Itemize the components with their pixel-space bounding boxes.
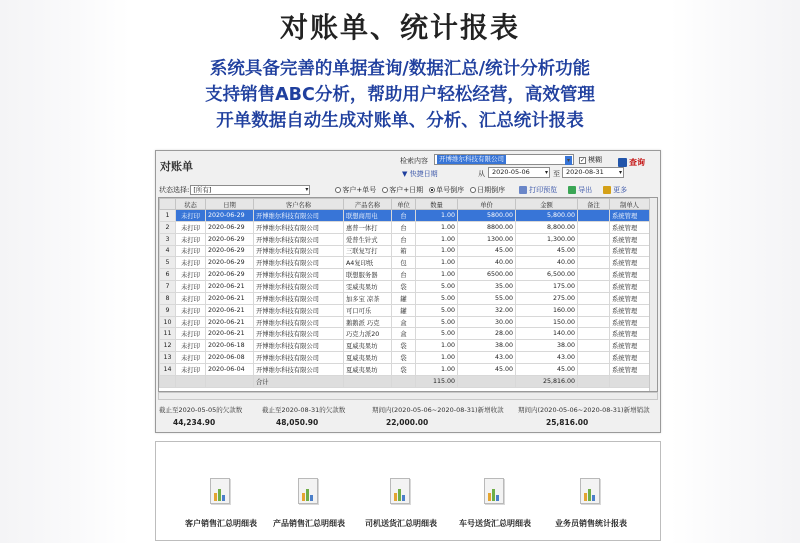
table-cell: 开博维尔科技有限公司 <box>254 340 344 352</box>
table-cell: 鹅鹅派 巧克 <box>344 316 392 328</box>
table-cell: 爱普生针式 <box>344 233 392 245</box>
table-cell: 1.00 <box>416 363 458 375</box>
data-table <box>159 198 650 388</box>
table-cell: 1300.00 <box>458 233 516 245</box>
window-title: 对账单 <box>160 160 193 173</box>
table-row[interactable] <box>160 340 650 352</box>
statement-table <box>158 197 658 392</box>
table-cell: 32.00 <box>458 304 516 316</box>
table-row[interactable] <box>160 269 650 281</box>
table-cell <box>578 221 610 233</box>
table-cell: 系统管理 <box>610 233 650 245</box>
table-cell: 开博维尔科技有限公司 <box>254 328 344 340</box>
table-row[interactable] <box>160 210 650 222</box>
table-cell: 开博维尔科技有限公司 <box>254 257 344 269</box>
summary-bar <box>156 403 660 433</box>
table-cell: 未打印 <box>176 245 206 257</box>
table-row[interactable] <box>160 245 650 257</box>
table-cell: 1.00 <box>416 210 458 222</box>
table-cell: 45.00 <box>516 363 578 375</box>
table-cell <box>578 340 610 352</box>
summary-label: 期间内(2020-05-06~2020-08-31)新增销款 <box>518 406 650 414</box>
table-cell: 150.00 <box>516 316 578 328</box>
column-header[interactable]: 金额 <box>516 199 578 210</box>
column-header[interactable] <box>160 199 176 210</box>
table-cell: 160.00 <box>516 304 578 316</box>
search-value: 开博维尔科技有限公司 <box>439 155 504 163</box>
table-body <box>160 210 650 388</box>
summary-label: 截止至2020-05-05的欠款数 <box>159 406 243 414</box>
total-cell <box>578 375 610 387</box>
table-cell: 5.00 <box>416 316 458 328</box>
table-cell <box>578 245 610 257</box>
table-cell: 未打印 <box>176 221 206 233</box>
table-cell: 275.00 <box>516 292 578 304</box>
table-row[interactable] <box>160 304 650 316</box>
table-cell: 55.00 <box>458 292 516 304</box>
table-cell: 系统管理 <box>610 281 650 293</box>
total-cell <box>344 375 392 387</box>
column-header[interactable]: 备注 <box>578 199 610 210</box>
table-row[interactable] <box>160 221 650 233</box>
table-cell: 袋 <box>392 352 416 364</box>
table-cell: 2020-06-29 <box>206 257 254 269</box>
date-to-value: 2020-08-31 <box>566 168 604 176</box>
statement-window <box>155 150 661 433</box>
table-cell: 1.00 <box>416 233 458 245</box>
table-cell: 43.00 <box>516 352 578 364</box>
table-header <box>160 199 650 210</box>
table-cell: 箱 <box>392 245 416 257</box>
sort-radio-group <box>335 185 505 195</box>
table-cell: 12 <box>160 340 176 352</box>
table-cell: 联想服务器 <box>344 269 392 281</box>
table-cell: 6,500.00 <box>516 269 578 281</box>
table-cell: 5 <box>160 257 176 269</box>
column-header[interactable]: 单价 <box>458 199 516 210</box>
print-label: 打印预览 <box>529 186 558 194</box>
query-icon <box>618 158 627 167</box>
table-cell: 罐 <box>392 304 416 316</box>
total-cell <box>176 375 206 387</box>
report-icon <box>298 478 320 506</box>
table-cell: 开博维尔科技有限公司 <box>254 245 344 257</box>
report-salesman-stats[interactable] <box>536 478 646 529</box>
table-cell: 系统管理 <box>610 269 650 281</box>
table-cell: 未打印 <box>176 233 206 245</box>
table-cell: 1.00 <box>416 340 458 352</box>
column-header[interactable]: 日期 <box>206 199 254 210</box>
summary-label: 期间内(2020-05-06~2020-08-31)新增收款 <box>372 406 504 414</box>
table-cell: 开博维尔科技有限公司 <box>254 233 344 245</box>
table-cell <box>578 257 610 269</box>
table-cell: 系统管理 <box>610 352 650 364</box>
report-icon <box>484 478 506 506</box>
column-header[interactable]: 客户名称 <box>254 199 344 210</box>
table-cell: 开博维尔科技有限公司 <box>254 316 344 328</box>
fuzzy-checkbox[interactable] <box>579 155 602 165</box>
table-cell: 2020-06-21 <box>206 328 254 340</box>
toolbar <box>519 185 627 195</box>
total-cell: 25,816.00 <box>516 375 578 387</box>
table-cell: 未打印 <box>176 316 206 328</box>
chevron-down-icon: ▾ <box>618 169 622 176</box>
table-cell: 盒 <box>392 328 416 340</box>
summary-value: 44,234.90 <box>173 418 216 427</box>
table-cell: 2020-06-18 <box>206 340 254 352</box>
summary-item <box>372 405 504 427</box>
table-cell: 加多宝 凉茶 <box>344 292 392 304</box>
radio-label: 单号倒序 <box>436 186 465 194</box>
table-cell: 4 <box>160 245 176 257</box>
table-cell: 开博维尔科技有限公司 <box>254 221 344 233</box>
summary-label: 截止至2020-08-31的欠款数 <box>262 406 346 414</box>
table-cell: 夏威夷果坊 <box>344 363 392 375</box>
table-cell: 8 <box>160 292 176 304</box>
table-cell: 13 <box>160 352 176 364</box>
table-cell: 175.00 <box>516 281 578 293</box>
table-cell: 40.00 <box>458 257 516 269</box>
total-cell <box>610 375 650 387</box>
status-value: [所有] <box>193 186 212 194</box>
table-cell: 系统管理 <box>610 363 650 375</box>
table-cell: 台 <box>392 210 416 222</box>
report-panel <box>155 441 661 541</box>
table-cell: 14 <box>160 363 176 375</box>
table-cell: 未打印 <box>176 210 206 222</box>
radio-label: 客户+日期 <box>389 186 424 194</box>
table-cell: 1.00 <box>416 245 458 257</box>
table-cell: 35.00 <box>458 281 516 293</box>
table-cell: 袋 <box>392 363 416 375</box>
table-cell: 未打印 <box>176 269 206 281</box>
table-row[interactable] <box>160 292 650 304</box>
table-cell: 未打印 <box>176 281 206 293</box>
table-cell: 2020-06-08 <box>206 352 254 364</box>
table-total-row <box>160 375 650 387</box>
table-cell: 台 <box>392 269 416 281</box>
table-row[interactable] <box>160 352 650 364</box>
table-cell: 8800.00 <box>458 221 516 233</box>
table-cell: 2020-06-21 <box>206 304 254 316</box>
table-cell: 夏威夷果坊 <box>344 340 392 352</box>
to-label: 至 <box>553 170 560 178</box>
radio-date-desc[interactable] <box>470 185 505 195</box>
table-cell: 未打印 <box>176 352 206 364</box>
table-cell: 开博维尔科技有限公司 <box>254 352 344 364</box>
table-cell: 9 <box>160 304 176 316</box>
report-icon <box>390 478 412 506</box>
table-cell <box>578 316 610 328</box>
table-cell: 2020-06-29 <box>206 233 254 245</box>
table-cell: 夏威夷果坊 <box>344 352 392 364</box>
total-cell <box>206 375 254 387</box>
table-cell: 5,800.00 <box>516 210 578 222</box>
table-cell: 2020-06-29 <box>206 269 254 281</box>
table-cell: 系统管理 <box>610 328 650 340</box>
table-cell: 开博维尔科技有限公司 <box>254 292 344 304</box>
table-cell: 雯威夷果坊 <box>344 281 392 293</box>
table-cell: 开博维尔科技有限公司 <box>254 269 344 281</box>
table-cell <box>578 352 610 364</box>
table-cell: 开博维尔科技有限公司 <box>254 210 344 222</box>
total-cell <box>160 375 176 387</box>
table-cell: 台 <box>392 233 416 245</box>
table-cell: 包 <box>392 257 416 269</box>
table-cell: 1.00 <box>416 352 458 364</box>
radio-selected-icon <box>429 187 435 193</box>
table-cell: 系统管理 <box>610 304 650 316</box>
table-cell: 巧克力派20 <box>344 328 392 340</box>
checkbox-icon: ✓ <box>580 156 586 164</box>
summary-value: 25,816.00 <box>546 418 589 427</box>
table-cell: 2020-06-21 <box>206 281 254 293</box>
table-cell: 系统管理 <box>610 221 650 233</box>
table-cell: A4复印纸 <box>344 257 392 269</box>
table-cell: 45.00 <box>516 245 578 257</box>
table-row[interactable] <box>160 328 650 340</box>
table-cell <box>578 292 610 304</box>
radio-customer-date[interactable] <box>382 185 423 195</box>
table-cell: 袋 <box>392 340 416 352</box>
table-cell <box>578 328 610 340</box>
table-cell: 2020-06-29 <box>206 210 254 222</box>
table-cell: 40.00 <box>516 257 578 269</box>
feature-line: 开单数据自动生成对账单、分析、汇总统计报表 <box>216 111 584 131</box>
table-cell: 开博维尔科技有限公司 <box>254 363 344 375</box>
radio-customer-number[interactable] <box>335 185 376 195</box>
chevron-down-icon: ▾ <box>305 186 309 193</box>
export-label: 导出 <box>578 186 593 194</box>
table-cell: 3 <box>160 233 176 245</box>
table-cell: 系统管理 <box>610 257 650 269</box>
table-cell: 未打印 <box>176 304 206 316</box>
horizontal-scrollbar[interactable] <box>158 392 658 400</box>
table-row[interactable] <box>160 233 650 245</box>
table-cell: 系统管理 <box>610 340 650 352</box>
column-header[interactable]: 产品名称 <box>344 199 392 210</box>
radio-label: 客户+单号 <box>342 186 377 194</box>
table-cell: 未打印 <box>176 257 206 269</box>
radio-label: 日期倒序 <box>477 186 506 194</box>
triangle-down-icon: ▼ <box>402 170 408 178</box>
print-preview-button[interactable] <box>519 185 557 195</box>
more-label: 更多 <box>613 186 628 194</box>
chevron-down-icon[interactable]: ▾ <box>566 157 570 164</box>
table-cell: 5.00 <box>416 292 458 304</box>
search-input[interactable] <box>434 154 574 165</box>
table-row[interactable] <box>160 281 650 293</box>
more-icon <box>603 186 611 194</box>
table-cell: 28.00 <box>458 328 516 340</box>
summary-item <box>262 405 345 427</box>
table-cell: 6500.00 <box>458 269 516 281</box>
table-cell: 未打印 <box>176 363 206 375</box>
printer-icon <box>519 186 527 194</box>
table-cell: 未打印 <box>176 328 206 340</box>
report-vehicle-delivery[interactable] <box>440 478 550 529</box>
table-cell <box>578 281 610 293</box>
table-cell: 1.00 <box>416 269 458 281</box>
fuzzy-label: 模糊 <box>588 156 602 164</box>
table-cell: 38.00 <box>458 340 516 352</box>
table-cell: 可口可乐 <box>344 304 392 316</box>
table-cell <box>578 210 610 222</box>
table-cell: 1 <box>160 210 176 222</box>
table-cell: 2020-06-29 <box>206 221 254 233</box>
radio-icon <box>335 187 341 193</box>
table-row[interactable] <box>160 363 650 375</box>
table-cell: 5.00 <box>416 304 458 316</box>
filter-bar <box>156 183 660 197</box>
table-cell: 11 <box>160 328 176 340</box>
table-cell: 5.00 <box>416 281 458 293</box>
column-header[interactable]: 状态 <box>176 199 206 210</box>
export-button[interactable] <box>568 185 592 195</box>
feature-list <box>0 56 800 134</box>
table-cell: 1,300.00 <box>516 233 578 245</box>
date-from-input[interactable] <box>488 167 550 178</box>
date-from-value: 2020-05-06 <box>492 168 530 176</box>
chevron-down-icon: ▾ <box>544 169 548 176</box>
table-cell <box>578 304 610 316</box>
table-cell <box>578 233 610 245</box>
report-label: 车号送货汇总明细表 <box>459 519 531 528</box>
report-label: 客户销售汇总明细表 <box>185 519 257 528</box>
feature-line: 系统具备完善的单据查询/数据汇总/统计分析功能 <box>209 59 591 79</box>
table-cell: 系统管理 <box>610 316 650 328</box>
summary-item <box>518 405 650 427</box>
vertical-scrollbar[interactable] <box>649 198 657 391</box>
search-label: 检索内容 <box>400 157 428 165</box>
table-cell: 8,800.00 <box>516 221 578 233</box>
summary-value: 48,050.90 <box>276 418 319 427</box>
table-cell: 10 <box>160 316 176 328</box>
table-cell: 140.00 <box>516 328 578 340</box>
table-cell: 2020-06-21 <box>206 316 254 328</box>
table-cell <box>578 363 610 375</box>
report-label: 司机送货汇总明细表 <box>365 519 437 528</box>
table-cell: 系统管理 <box>610 292 650 304</box>
table-cell: 43.00 <box>458 352 516 364</box>
status-select[interactable] <box>190 185 310 195</box>
table-cell: 45.00 <box>458 363 516 375</box>
total-cell: 115.00 <box>416 375 458 387</box>
table-cell <box>578 269 610 281</box>
table-cell: 惠普一体打 <box>344 221 392 233</box>
column-header[interactable]: 数量 <box>416 199 458 210</box>
feature-line: 支持销售ABC分析，帮助用户轻松经营，高效管理 <box>205 85 595 105</box>
table-cell: 1.00 <box>416 257 458 269</box>
total-cell <box>392 375 416 387</box>
total-cell <box>458 375 516 387</box>
table-cell: 45.00 <box>458 245 516 257</box>
radio-icon <box>470 187 476 193</box>
quick-date-dropdown[interactable] <box>402 169 438 179</box>
table-cell: 联想商用电 <box>344 210 392 222</box>
table-cell: 7 <box>160 281 176 293</box>
summary-item <box>159 405 242 427</box>
report-icon <box>210 478 232 506</box>
table-cell: 6 <box>160 269 176 281</box>
table-cell: 5800.00 <box>458 210 516 222</box>
column-header[interactable]: 单位 <box>392 199 416 210</box>
total-cell: 合计 <box>254 375 344 387</box>
table-cell: 罐 <box>392 292 416 304</box>
table-cell: 开博维尔科技有限公司 <box>254 281 344 293</box>
more-button[interactable] <box>603 185 627 195</box>
table-cell: 2020-06-21 <box>206 292 254 304</box>
page-title: 对账单、统计报表 <box>279 11 520 44</box>
export-icon <box>568 186 576 194</box>
query-label: 查询 <box>629 158 645 167</box>
table-cell: 台 <box>392 221 416 233</box>
quick-date-label: 快捷日期 <box>409 170 438 178</box>
table-cell: 未打印 <box>176 340 206 352</box>
table-cell: 系统管理 <box>610 210 650 222</box>
table-cell: 开博维尔科技有限公司 <box>254 304 344 316</box>
table-cell: 盒 <box>392 316 416 328</box>
table-cell: 三联复写打 <box>344 245 392 257</box>
column-header[interactable]: 制单人 <box>610 199 650 210</box>
status-label: 状态选择: <box>159 186 190 194</box>
table-cell: 30.00 <box>458 316 516 328</box>
table-cell: 2 <box>160 221 176 233</box>
radio-number-desc[interactable] <box>429 185 464 195</box>
table-cell: 系统管理 <box>610 245 650 257</box>
report-icon <box>580 478 602 506</box>
report-label: 产品销售汇总明细表 <box>273 519 345 528</box>
table-cell: 2020-06-29 <box>206 245 254 257</box>
report-label: 业务员销售统计报表 <box>555 519 627 528</box>
table-cell: 未打印 <box>176 292 206 304</box>
table-cell: 袋 <box>392 281 416 293</box>
summary-value: 22,000.00 <box>386 418 429 427</box>
date-to-input[interactable] <box>562 167 624 178</box>
table-cell: 38.00 <box>516 340 578 352</box>
table-row[interactable] <box>160 316 650 328</box>
from-label: 从 <box>478 170 485 178</box>
table-cell: 2020-06-04 <box>206 363 254 375</box>
table-cell: 5.00 <box>416 328 458 340</box>
table-cell: 1.00 <box>416 221 458 233</box>
table-row[interactable] <box>160 257 650 269</box>
radio-icon <box>382 187 388 193</box>
